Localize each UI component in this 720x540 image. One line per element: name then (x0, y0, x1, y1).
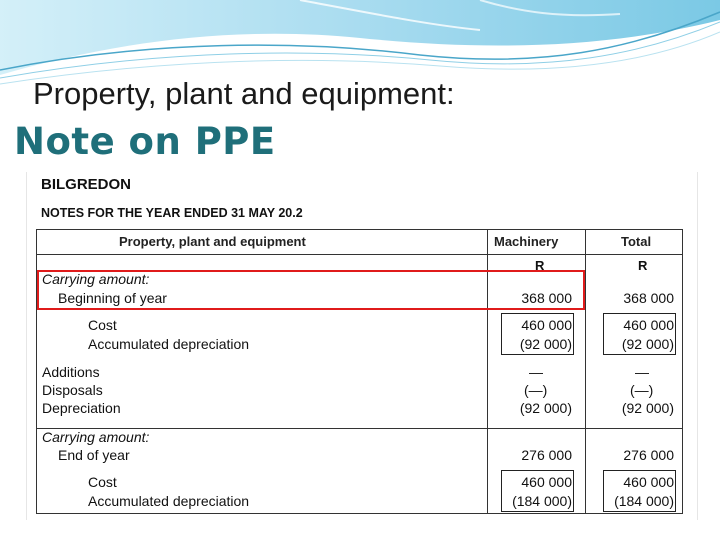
slide-title: Note on PPE (14, 120, 276, 163)
machinery-additions: — (529, 364, 543, 380)
total-beginning: 368 000 (623, 290, 674, 306)
label-additions: Additions (42, 364, 100, 380)
machinery-accum-dep-end: (184 000) (512, 493, 572, 509)
label-disposals: Disposals (42, 382, 103, 398)
total-accum-dep-start: (92 000) (621, 336, 674, 352)
currency-machinery: R (535, 258, 545, 273)
notes-heading: NOTES FOR THE YEAR ENDED 31 MAY 20.2 (41, 206, 303, 220)
total-cost-start: 460 000 (623, 317, 674, 333)
label-carrying-amount-end: Carrying amount: (42, 429, 150, 445)
machinery-disposals: (—) (524, 382, 548, 398)
total-depreciation: (92 000) (621, 400, 674, 416)
machinery-cost-start: 460 000 (521, 317, 572, 333)
header-ppe: Property, plant and equipment (119, 234, 306, 249)
label-cost-end: Cost (88, 474, 117, 490)
total-end-of-year: 276 000 (623, 447, 674, 463)
total-cost-end: 460 000 (623, 474, 674, 490)
total-disposals: (—) (630, 382, 654, 398)
machinery-depreciation: (92 000) (519, 400, 572, 416)
highlight-carrying-amount-beginning (37, 270, 585, 310)
currency-total: R (638, 258, 648, 273)
label-accumulated-depreciation-end: Accumulated depreciation (88, 493, 250, 509)
machinery-beginning: 368 000 (521, 290, 572, 306)
label-accumulated-depreciation-start: Accumulated depreciation (88, 336, 250, 352)
machinery-accum-dep-start: (92 000) (519, 336, 572, 352)
machinery-cost-end: 460 000 (521, 474, 572, 490)
total-accum-dep-end: (184 000) (614, 493, 674, 509)
label-depreciation: Depreciation (42, 400, 121, 416)
slide-subtitle: Property, plant and equipment: (33, 76, 455, 111)
label-beginning-of-year: Beginning of year (58, 290, 167, 306)
header-total: Total (621, 234, 652, 249)
machinery-end-of-year: 276 000 (521, 447, 572, 463)
label-end-of-year: End of year (58, 447, 130, 463)
total-additions: — (635, 364, 649, 380)
label-carrying-amount-start: Carrying amount: (42, 271, 150, 287)
header-machinery: Machinery (494, 234, 559, 249)
header-divider (36, 254, 683, 255)
column-divider (585, 229, 586, 514)
label-cost-start: Cost (88, 317, 117, 333)
company-name: BILGREDON (41, 176, 131, 193)
